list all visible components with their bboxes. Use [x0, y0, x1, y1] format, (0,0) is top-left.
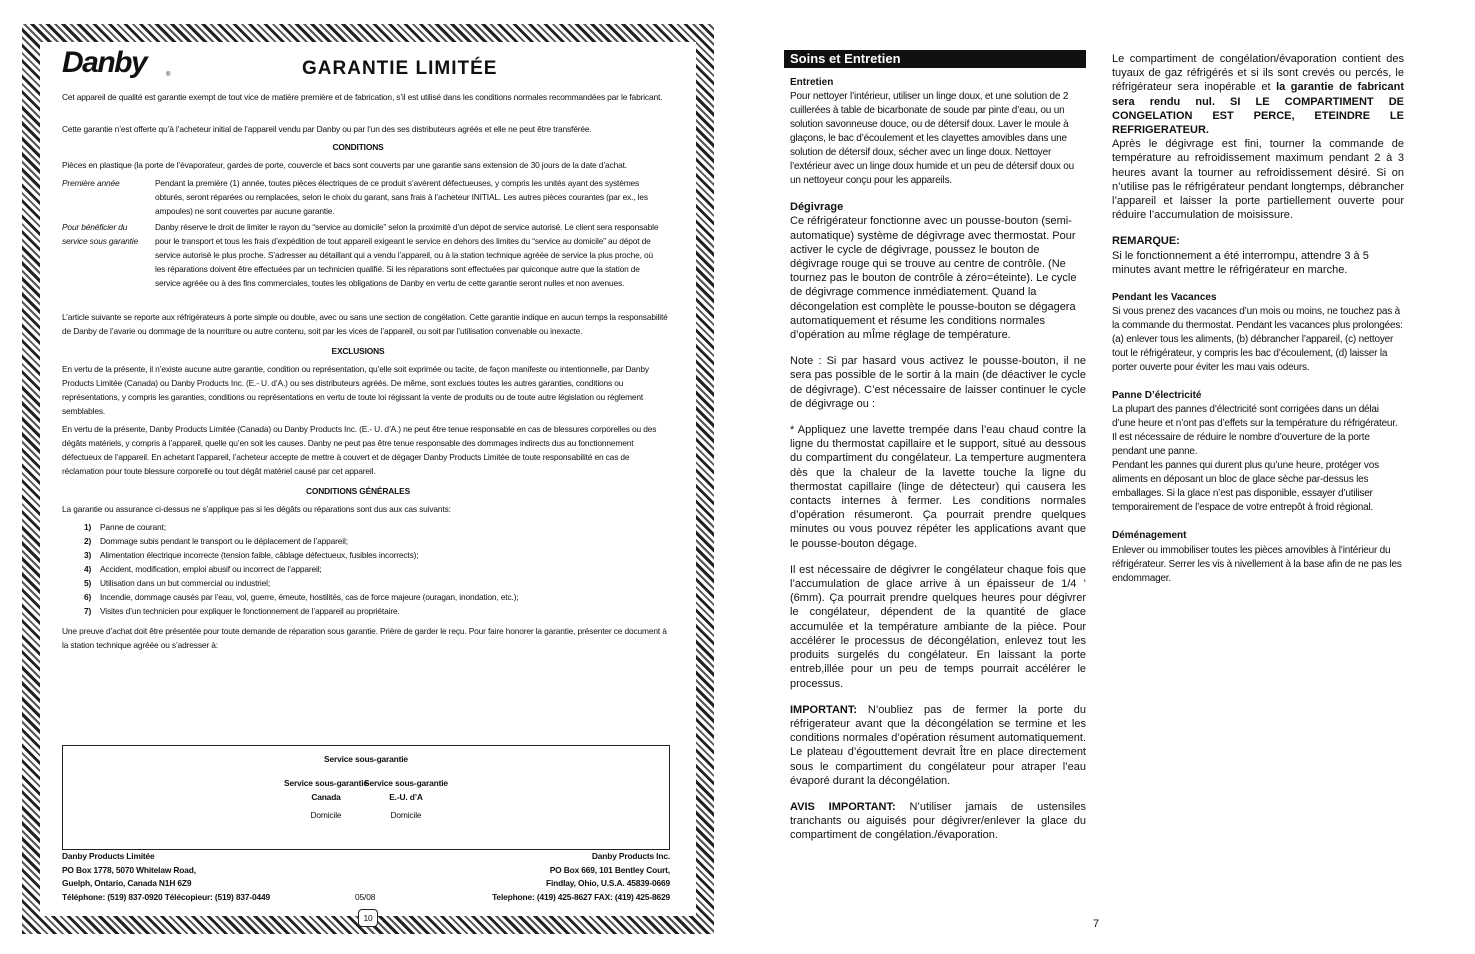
remarque-heading: REMARQUE:	[1112, 235, 1180, 248]
list-item: 1) Panne de courant;	[84, 522, 166, 532]
degivrage-text: Ce réfrigérateur fonctionne avec un pousse-bouton (semi-automatique) système de dégivrage avec thermostat. Pour activer le cycle de dégivrage, poussez le bouton de dégivrage rouge qui se trouve au centre de contrôle. (Ne tournez pas le bouton de contrôle à zéro=éteinte). Le cycle de dégivrage commence inmédiatement. Quand la décongelation est complète le pousse-bouton se dégagera automatiquement et résume les conditions normales d’opération au mÎme réglage de température.	[790, 215, 1077, 342]
first-year-term: Première année	[62, 178, 120, 188]
page-number-right: 7	[1093, 918, 1100, 930]
proof-of-purchase-text: Une preuve d’achat doit être présentée pour toute demande de réparation sous garantie. Prière de garder le reçu. Pour faire honorer la garantie, présenter ce document à la station technique agréée ou s’adresser à:	[62, 626, 667, 650]
avis-paragraph: AVIS IMPORTANT: N’utiliser jamais de ustensiles tranchants ou aiguisés pour dégivrer/enlever la glace du compartiment de congélation./évaporation.	[790, 800, 1086, 842]
list-item: 4) Accident, modification, emploi abusif ou incorrect de l’appareil;	[84, 564, 322, 574]
page-title: GARANTIE LIMITÉE	[302, 58, 498, 79]
lavette-text: * Appliquez une lavette trempée dans l’eau chaud contre la ligne du thermostat capillaire et le support, situé au dessous du compartiment du congélateur. La temperture augmentera dès que la chaleur de la lavette touche la ligne du thermostat capillaire (linge de détecteur) qui causera les contacts internes à fermer. Les conditions normales d’opération résumeront. Ça pourrait prendre quelques minutes ou vous pouvez répéter les applications avant que le pousse-bouton dégage.	[790, 424, 1086, 550]
address-usa: Danby Products Inc. PO Box 669, 101 Bentley Court, Findlay, Ohio, U.S.A. 45839-0669 Telephone: (419) 425-8627 FAX: (419) 425-8629	[492, 851, 670, 902]
entretien-text: Pour nettoyer l’intérieur, utiliser un linge doux, et une solution de 2 cuillerées à table de bicarbonate de soude par pinte d’eau, ou un solution savonneuse douce, ou de détersif doux. Laver le moule à glaçons, le bac d’écoulement et les clayettes amovibles dans une solution de détersif doux, sécher avec un linge doux. Nettoyer l’extérieur avec un linge doux humide et un peu de détersif doux ou un nettoyeur conçu pour les appareils.	[790, 91, 1075, 187]
care-column-1	[790, 76, 1086, 843]
after-defrost-text: Après le dégivrage est fini, tourner la commande de température au refroidissement maximum pendant 2 à 3 heures avant la tourner au refroidissement désiré. Si on n’utilise pas le réfrigérateur pendant longtemps, débrancher l’appareil et laisser la porte partiellement ouverte pour réduire l’accumulation de moisissure.	[1112, 138, 1404, 222]
page-number: 10	[358, 909, 378, 927]
entretien-heading: Entretien	[790, 77, 834, 88]
section-title-bar: Soins et Entretien	[784, 50, 1086, 68]
degivrage-heading: Dégivrage	[790, 201, 844, 214]
service-box-title: Service sous-garantie	[324, 754, 408, 764]
panne-text-2: Pendant les pannes qui durent plus qu’une heure, protéger vos aliments en déposant un bloc de glace sèche par-dessus les emballages. Si la glace n’est pas disponible, essayer d’utiliser temporairement de l’espace de votre entrepôt à froid régional.	[1112, 460, 1379, 514]
address-canada: Danby Products Limitée PO Box 1778, 5070 Whitelaw Road, Guelph, Ontario, Canada N1H 6Z9 Téléphone: (519) 837-0920 Télécopieur: (519) 837-0449	[62, 851, 271, 902]
conditions-heading: CONDITIONS	[332, 142, 384, 152]
exclusions-heading: EXCLUSIONS	[331, 346, 385, 356]
intro-paragraph-2: Cette garantie n’est offerte qu’à l’acheteur initial de l’appareil vendu par Danby ou par l’un des ses distributeurs agréés et elle ne peut être transférée.	[62, 124, 592, 134]
service-box	[62, 745, 670, 850]
service-usa-value: Domicile	[390, 810, 422, 820]
general-conditions-heading: CONDITIONS GÉNÉRALES	[305, 486, 411, 496]
compartment-warning: Le compartiment de congélation/évaporation contient des tuyaux de gaz réfrigérés et si ils sont crevés ou percés, le réfrigérateur sera inopérable et la garantie de fabricant sera rendu nul. SI LE COMPARTIMENT DE CONGELATION EST PERCE, ETEINDRE LE REFRIGERATEUR.	[1112, 53, 1404, 137]
danby-logo: Danby	[62, 46, 147, 79]
benefit-text: Danby réserve le droit de limiter le rayon du “service au domicile” selon la proximité d’un dépot de service autorisé. Le client sera responsable pour le transport et tous les frais d’expédition de tout appareil exigeant le service en dehors des limites du “service au domicile” au dépot de service autorisé le plus proche. S’adresser au détaillant qui a vendu l’appareil, ou à la station technique agréée de service la plus proche, où les réparations doivent être effectuées par un technicien qualifié. Si les réparations sont effectuées par quiconque autre que la station de service agréée ou à des fins commerciales, toutes les obligations de Danby en vertu de cette garantie seront nulles et non avenues.	[155, 222, 659, 288]
freezer-note: L’article suivante se reporte aux réfrigérateurs à porte simple ou double, avec ou sans une section de congélation. Cette garantie indique en aucun temps la responsabilité de Danby de l’avarie ou dommage de la nourriture ou autre contenu, soit par les vices de l’appareil, ou soit par l’utilisation convenable ou inexacte.	[62, 312, 668, 336]
general-conditions-intro: La garantie ou assurance ci-dessus ne s’applique pas si les dégâts ou réparations sont dus aux cas suivants:	[62, 504, 451, 514]
care-column-2	[1112, 52, 1404, 586]
service-canada-value: Domicile	[310, 810, 342, 820]
benefit-term: Pour bénéficier du service sous garantie	[62, 222, 138, 246]
list-item: 3) Alimentation électrique incorrecte (tension faible, câblage défectueux, fusibles incorrects);	[84, 550, 419, 560]
service-usa-title: Service sous-garantie E.-U. d’A	[364, 778, 448, 802]
list-item: 2) Dommage subis pendant le transport ou le déplacement de l’appareil;	[84, 536, 348, 546]
list-item: 7) Visites d’un technicien pour expliquer le fonctionnement de l’appareil au propriétaire.	[84, 606, 400, 616]
panne-text-1: La plupart des pannes d’électricité sont corrigées dans un délai d’une heure et n’ont pas d’effets sur la température du réfrigérateur. Il est nécessaire de réduire le nombre d’ouverture de la porte pendant une panne.	[1112, 404, 1398, 458]
vacances-heading: Pendant les Vacances	[1112, 292, 1217, 304]
note-text: Note : Si par hasard vous activez le pousse-bouton, il ne sera pas possible de le sortir à la main (de déactiver le cycle de dégivrage). C’est nécessaire de laisser continuer le cycle de dégivrage ou :	[790, 355, 1086, 410]
registered-mark: ®	[166, 72, 171, 78]
vacances-text: Si vous prenez des vacances d’un mois ou moins, ne touchez pas à la commande du thermostat. Pendant les vacances plus prolongées: (a) enlever tous les aliments, (b) débrancher l’appareil, (c) nettoyer tout le réfrigérateur, y compris les bac d’écoulement, (d) laisser la porter ouverte pour éviter les mau vais odeurs.	[1112, 306, 1403, 374]
conditions-text: Pièces en plastique (la porte de l’évaporateur, gardes de porte, couvercle et bacs sont couverts par une garantie sans extension de 30 jours de la date d’achat.	[62, 160, 627, 170]
warranty-page	[40, 42, 676, 923]
list-item: 5) Utilisation dans un but commercial ou industriel;	[84, 578, 271, 588]
demenagement-heading: Déménagement	[1112, 530, 1187, 542]
important-paragraph: IMPORTANT: N’oubliez pas de fermer la porte du réfrigerateur avant que la décongélation se termine et les conditions normales d’opération résument automatiquement. Le plateau d’égouttement devrait Ître en place directement sous le compartiment du congélateur pour atraper l’eau évaporé durant la décongélation.	[790, 703, 1086, 787]
intro-paragraph: Cet appareil de qualité est garantie exempt de tout vice de matière première et de fabrication, s’il est utilisé dans les conditions normales recommandées par le fabricant.	[62, 92, 663, 102]
exclusions-text-2: En vertu de la présente, Danby Products Limitée (Canada) ou Danby Products Inc. (E.- U. d’A.) ne peut être tenue responsable en cas de blessures corporelles ou des dégâts matériels, y compris à l’appareil, quelle qu’en soit les causes. Danby ne peut pas être tenue responsable des dommages indirects dus au fonctionnement défectueux de l’appareil. En achetant l’appareil, l’acheteur accepte de mettre à couvert et de dégager Danby Products Limitée de toute responsabilité en cas de réclamation pour toute blessure corporelle ou tout dégât matériel causé par cet appareil.	[62, 424, 657, 476]
list-item: 6) Incendie, dommage causés par l’eau, vol, guerre, émeute, hostilités, cas de force majeure (ouragan, inondation, etc.);	[84, 592, 519, 602]
remarque-text: Si le fonctionnement a été interrompu, attendre 3 à 5 minutes avant mettre le réfrigérateur en marche.	[1112, 249, 1369, 276]
first-year-text: Pendant la première (1) année, toutes pièces électriques de ce produit s’avèrent défectueuses, y compris les unités ayant des systèmes obturés, seront réparées ou remplacées, selon le choix du garant, sans frais à l’acheteur INITIAL. Les autres pièces courantes (par ex., les ampoules) ne sont couvertes par aucune garantie.	[155, 178, 648, 216]
demenagement-text: Enlever ou immobiliser toutes les pièces amovibles à l’intérieur du réfrigérateur. Serrer les vis à nivellement à la base afin de ne pas les endommager.	[1112, 544, 1402, 584]
exclusions-text-1: En vertu de la présente, il n’existe aucune autre garantie, condition ou représentation, qu’elle soit exprimée ou tacite, de façon manifeste ou intentionnelle, par Danby Products Limitée (Canada) ou Danby Products Inc. (E.- U. d’A.) ou ses distributeurs agréés. De même, sont exclues toutes les autres garanties, conditions ou représentations, y compris les garanties, conditions ou représentations en vertu de toute loi régissant la vente de produits ou de toute autre législation ou règlement semblables.	[62, 364, 649, 416]
panne-heading: Panne D’électricité	[1112, 390, 1202, 402]
date-code: 05/08	[355, 892, 376, 902]
degivrer-text: Il est nécessaire de dégivrer le congélateur chaque fois que l’accumulation de glace arrive à un épaisseur de 1/4 ’ (6mm). Ça pourrait prendre quelques heures pour dégivrer le congélateur, dépendent de la quantité de glace accumulée et la température ambiante de la pièce. Pour accélérer le processus de décongélation, enlevez tout les produits surgelés du congélateur. En laissant la porte entreb,illée pour un peu de temps pourrait accélérer le processus.	[790, 563, 1086, 690]
service-canada-title: Service sous-garantie Canada	[284, 778, 368, 802]
